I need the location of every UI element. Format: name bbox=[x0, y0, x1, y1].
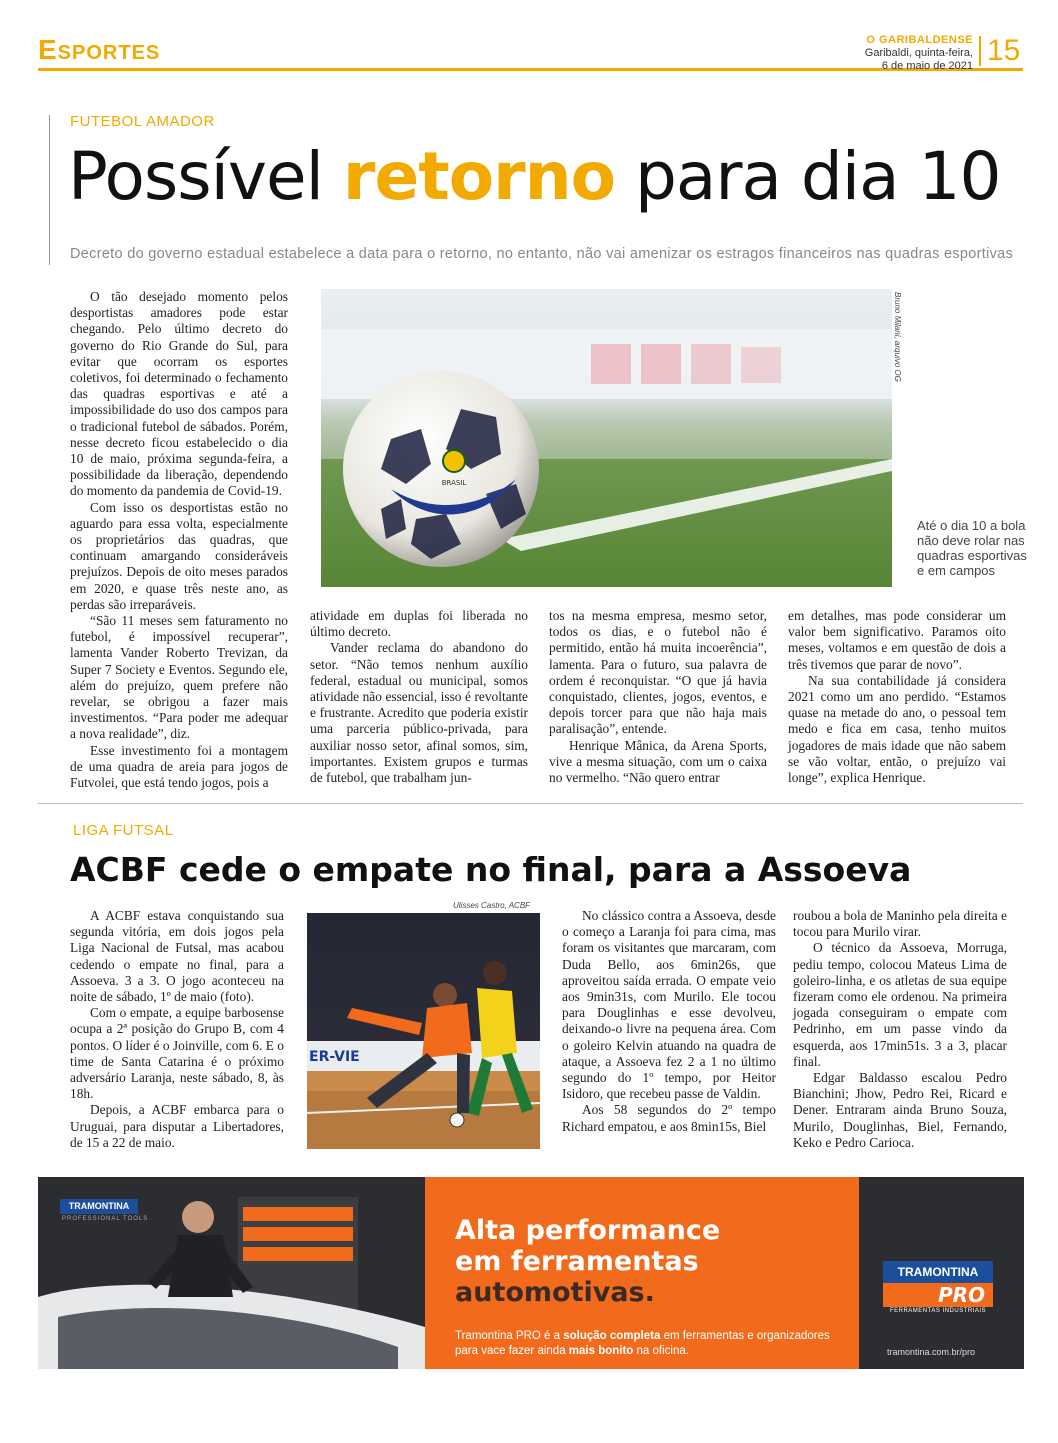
paragraph: Aos 58 segundos do 2º tempo Richard empatou, e aos 8min15s, Biel bbox=[562, 1102, 776, 1134]
paragraph: No clássico contra a Assoeva, desde o começo a Laranja foi para cima, mas foram os visitantes que marcaram, com Duda Bello, aos 6min26s, que aproveitou saída errada. O empate veio aos 9min31s, com Murilo. Ele tocou para Douglinhas e esse devolveu, deixando-o livre na pequena área. Com o goleiro Kelvin atuando na quadra de ataque, a Assoeva fez 2 a 1 no último segundo do 1º tempo, por Heitor Isidoro, que recebeu passe de Valdin. bbox=[562, 908, 776, 1102]
ad-logo-top: TRAMONTINA bbox=[883, 1261, 993, 1283]
place-date-line-1: Garibaldi, quinta-feira, bbox=[864, 47, 973, 59]
place-date-line-2: 6 de maio de 2021 bbox=[881, 60, 973, 72]
ad-headline bbox=[455, 1215, 720, 1308]
paragraph: Com isso os desportistas estão no aguardo para essa volta, especialmente os proprietários das quadras, que continuam amargando consideráveis prejuízos. Depois de oito meses parados em 2020, e quase três neste ano, as perdas são irreparáveis. bbox=[70, 499, 288, 612]
ball-label: BRASIL bbox=[441, 479, 467, 487]
place-date bbox=[833, 47, 973, 73]
kicker-rule bbox=[49, 115, 50, 265]
photo2-credit: Ulisses Castro, ACBF bbox=[453, 901, 531, 910]
article2-headline: ACBF cede o empate no final, para a Assoeva bbox=[70, 850, 912, 889]
ad-brand-badge: TRAMONTINA bbox=[60, 1199, 138, 1214]
ad-text-panel bbox=[425, 1177, 859, 1369]
paragraph: Edgar Baldasso escalou Pedro Bianchini; Jhow, Pedro Rei, Ricard e Dener. Entraram ainda Bruno Souza, Murilo, Douglinhas, Biel, Fernando, Keko e Pedro Carioca. bbox=[793, 1070, 1007, 1150]
article2-column-4 bbox=[793, 908, 1007, 1151]
page-number: 15 bbox=[987, 34, 1021, 67]
paragraph: “São 11 meses sem faturamento no futebol, é impossível recuperar”, lamenta Vander Roberto Trevizan, da Super 7 Society e Eventos. Segundo ele, além do prejuízo, quem prefere não revelar, se obrigou a fazer mais investimentos. “Para poder me adequar a nova realidade”, diz. bbox=[70, 613, 288, 742]
newspaper-name: O GARIBALDENSE bbox=[866, 34, 973, 46]
ad-copy-3: na oficina. bbox=[633, 1345, 689, 1357]
futsal-photo bbox=[307, 913, 540, 1149]
article1-column-4 bbox=[788, 608, 1006, 786]
paragraph: Com o empate, a equipe barbosense ocupa a 2ª posição do Grupo B, com 4 pontos. O líder é o Joinville, com 6. E o time de Santa Catarina é o próximo adversário Laranja, neste sábado, 8, às 18h. bbox=[70, 1005, 284, 1102]
soccer-ball-photo bbox=[321, 289, 892, 587]
paragraph: Esse investimento foi a montagem de uma quadra de areia para jogos de Futvolei, que está tendo jogos, pois a bbox=[70, 742, 288, 791]
article1-column-2 bbox=[310, 608, 528, 786]
paragraph: Na sua contabilidade já considera 2021 como um ano perdido. “Estamos quase na metade do ano, o pessoal tem medo e fica em casa, tenho muitos jogadores de mais idade que não sabem se vão voltar, então, o prejuízo vai longe”, explica Henrique. bbox=[788, 672, 1006, 786]
ad-logo-pro: PRO bbox=[883, 1283, 993, 1307]
ad-brand-sub: PROFESSIONAL TOOLS bbox=[62, 1216, 149, 1222]
paragraph: Vander reclama do abandono do setor. “Não temos nenhum auxílio federal, estadual ou municipal, somos atividade não essencial, isso é revoltante e frustrante. Acredito que poderia existir uma parceria público-privada, para auxiliar nosso setor, afinal somos, sim, importantes. Existem grupos e turmas de futebol, que trabalham jun- bbox=[310, 640, 528, 786]
paragraph: Henrique Mânica, da Arena Sports, vive a mesma situação, com um o caixa no vermelho. “Não quero entrar bbox=[549, 737, 767, 786]
paragraph: O tão desejado momento pelos desportistas amadores pode estar chegando. Pelo último decreto do governo do Rio Grande do Sul, para evitar que ocorram os esportes coletivos, foi determinado o fechamento das quadras esportivas e até a impossibilidade do uso dos campos para o tradicional futebol de sábados. Porém, nesse decreto ficou estabelecido o dia 10 de maio, próxima segunda-feira, a possibilidade da liberação, dependendo do momento da pandemia de Covid-19. bbox=[70, 289, 288, 499]
headline-post: para dia 10 bbox=[615, 138, 1001, 215]
photo-credit: Bruno Milani, arquivo OG bbox=[893, 292, 902, 382]
paragraph: Depois, a ACBF embarca para o Uruguai, para disputar a Libertadores, de 15 a 22 de maio. bbox=[70, 1102, 284, 1150]
article1-kicker: FUTEBOL AMADOR bbox=[70, 113, 215, 130]
article1-deck: Decreto do governo estadual estabelece a data para o retorno, no entanto, não vai amenizar os estragos financeiros nas quadras esportivas bbox=[70, 246, 1014, 262]
headline-pre: Possível bbox=[68, 138, 343, 215]
paragraph: roubou a bola de Maninho pela direita e tocou para Murilo virar. bbox=[793, 908, 1007, 940]
ad-logo-panel bbox=[859, 1177, 1024, 1369]
soccer-ball-illustration bbox=[321, 289, 892, 587]
ad-photo-panel bbox=[38, 1177, 425, 1369]
paragraph: em detalhes, mas pode considerar um valor bem significativo. Paramos oito meses, voltamos e em questão de dois a três tivemos que parar de novo”. bbox=[788, 608, 1006, 672]
paragraph: A ACBF estava conquistando sua segunda vitória, em dois jogos pela Liga Nacional de Futsal, mas acabou cedendo o empate no final, para a Assoeva. 3 a 3. O jogo aconteceu na noite de sábado, 1º de maio (foto). bbox=[70, 908, 284, 1005]
tramontina-ad[interactable] bbox=[38, 1177, 1024, 1369]
ad-logo-sub: FERRAMENTAS INDUSTRIAIS bbox=[889, 1308, 987, 1314]
futsal-illustration bbox=[307, 913, 540, 1149]
paragraph: tos na mesma empresa, mesmo setor, todos os dias, e o futebol não é permitido, então há muita incoerência”, lamenta. Para o futuro, sua palavra de ordem é reconquistar. “O que já havia conquistado, clientes, jogos, eventos, e depois torcer para que não haja mais paralisação”, entende. bbox=[549, 608, 767, 737]
paragraph: atividade em duplas foi liberada no último decreto. bbox=[310, 608, 528, 640]
ad-headline-3: automotivas. bbox=[455, 1277, 655, 1308]
article2-kicker: LIGA FUTSAL bbox=[73, 822, 174, 839]
article2-column-3 bbox=[562, 908, 776, 1135]
ad-copy-2: em ferramentas e organizadores para vace fazer ainda bbox=[455, 1330, 830, 1357]
photo-caption: Até o dia 10 a bola não deve rolar nas quadras esportivas e em campos bbox=[917, 518, 1027, 578]
page-separator bbox=[979, 36, 981, 66]
article1-headline bbox=[68, 138, 1001, 215]
paragraph: O técnico da Assoeva, Morruga, pediu tempo, colocou Mateus Lima de goleiro-linha, e os atletas de sua equipe fizeram como ele ordenou. Na primeira jogada conseguiram o empate com Pedrinho, em um passe vindo da esquerda, aos 17min51s. 3 a 3, placar final. bbox=[793, 940, 1007, 1069]
article2-column-1 bbox=[70, 908, 284, 1151]
headline-highlight: retorno bbox=[342, 138, 616, 215]
ad-headline-1: Alta performance bbox=[455, 1215, 721, 1246]
ad-copy bbox=[455, 1329, 840, 1359]
ad-copy-bold-1: solução completa bbox=[563, 1330, 661, 1342]
article1-column-3 bbox=[549, 608, 767, 786]
article1-column-1 bbox=[70, 289, 288, 791]
arena-board: ER-VIE bbox=[309, 1049, 360, 1065]
ad-url-link[interactable]: tramontina.com.br/pro bbox=[887, 1347, 976, 1357]
ad-copy-1: Tramontina PRO é a bbox=[455, 1330, 564, 1342]
ad-headline-2: em ferramentas bbox=[455, 1246, 699, 1277]
section-name: Esportes bbox=[38, 34, 161, 65]
ad-copy-bold-2: mais bonito bbox=[568, 1345, 634, 1357]
article-divider bbox=[38, 803, 1023, 804]
